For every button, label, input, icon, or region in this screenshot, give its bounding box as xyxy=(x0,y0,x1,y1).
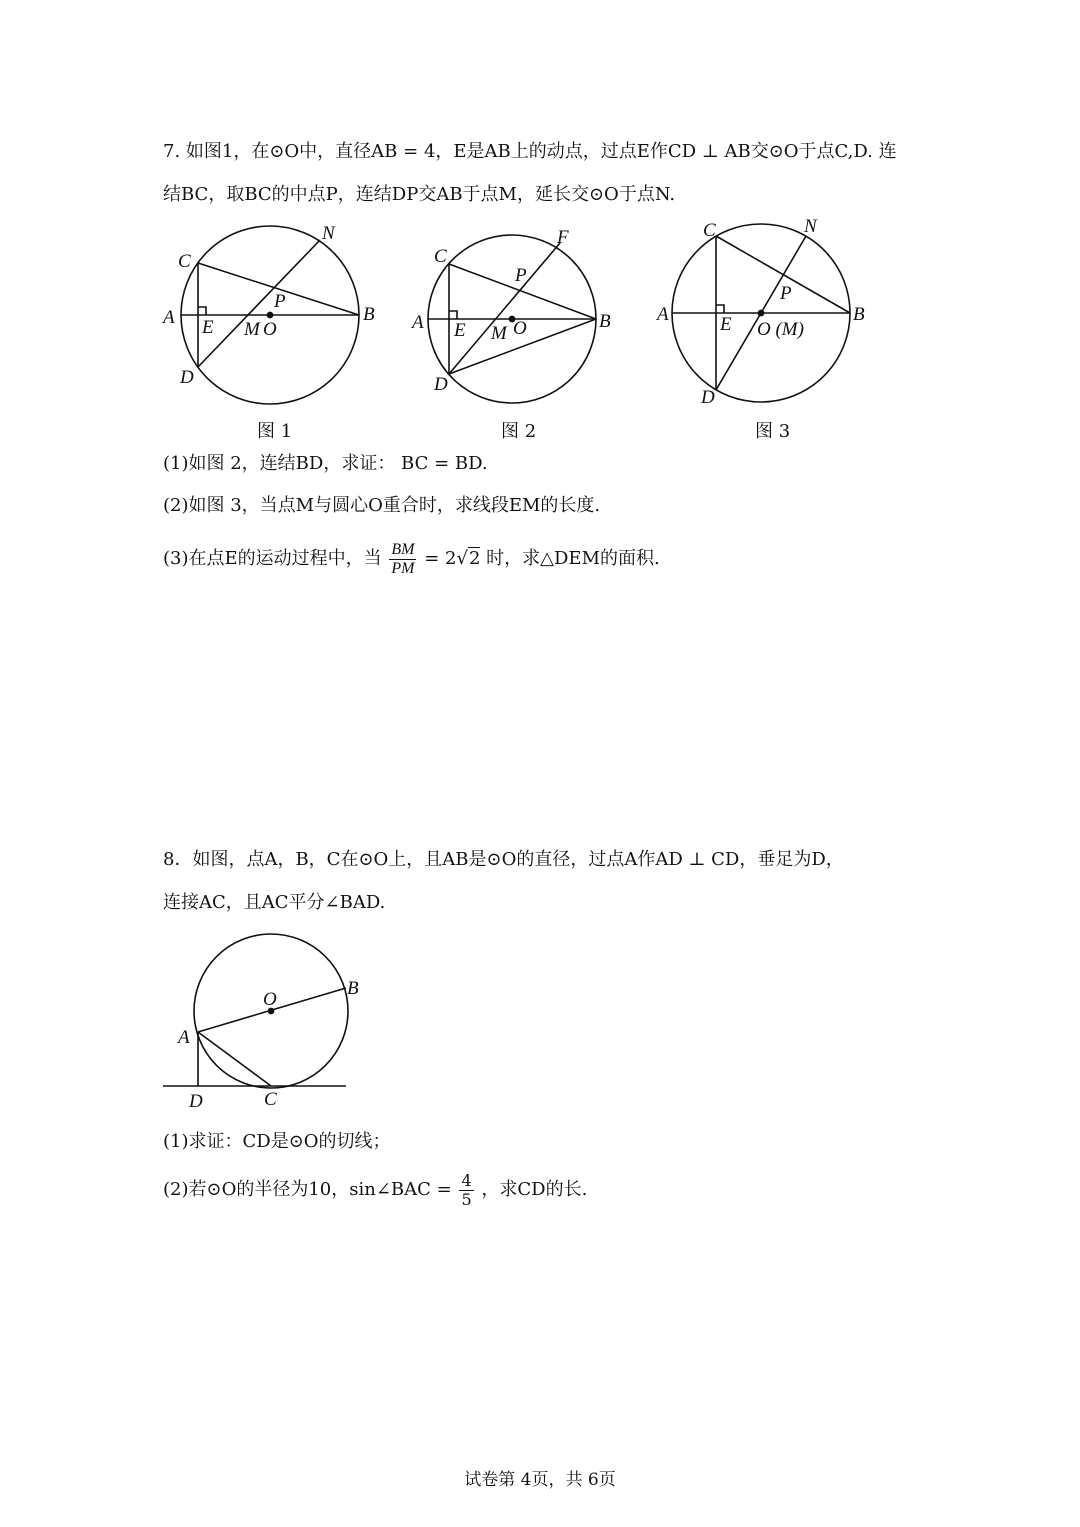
q7-sub3-denominator: PM xyxy=(391,559,415,577)
q8-sub2-numerator: 4 xyxy=(461,1170,472,1190)
page-footer: 试卷第 4页，共 6页 xyxy=(464,1470,616,1490)
q8-sub2-denominator: 5 xyxy=(461,1189,472,1209)
fig3-label-N: N xyxy=(804,216,817,237)
q7-figure-2 xyxy=(410,227,611,403)
fig3-label-P: P xyxy=(780,283,792,304)
q8-sub2-fraction xyxy=(459,1172,473,1209)
fig1-label-O: O xyxy=(263,319,277,340)
fig2-label-D: D xyxy=(434,374,448,395)
q8-sub2-prefix: (2)若⊙O的半径为10，sin∠BAC = xyxy=(163,1179,452,1200)
fig2-label-F: F xyxy=(557,227,569,248)
fig2-label-P: P xyxy=(515,265,527,286)
q8-label-O: O xyxy=(263,989,277,1010)
fig1-label-D: D xyxy=(180,367,194,388)
fig2-label-O: O xyxy=(513,318,527,339)
fig1-label-C: C xyxy=(178,251,191,272)
fig3-label-B: B xyxy=(853,304,865,325)
fig1-label-A: A xyxy=(163,307,175,328)
fig1-label-P: P xyxy=(274,291,286,312)
fig3-caption: 图 3 xyxy=(755,421,791,442)
fig3-label-OM: O (M) xyxy=(757,319,804,340)
q7-sub3-radicand: 2 xyxy=(468,548,481,569)
q7-sub3-prefix: (3)在点E的运动过程中，当 xyxy=(163,548,382,569)
q7-sub3-equals: = 2 xyxy=(424,548,457,569)
q8-statement-line2: 连接AC，且AC平分∠BAD. xyxy=(163,892,386,913)
q7-figure-3 xyxy=(655,216,865,408)
q7-statement-line1: 7. 如图1，在⊙O中，直径AB = 4，E是AB上的动点，过点E作CD ⊥ AB交⊙O于点C,D. 连 xyxy=(163,141,897,162)
q7-statement-line2: 结BC，取BC的中点P，连结DP交AB于点M，延长交⊙O于点N. xyxy=(163,184,676,205)
fig2-label-M: M xyxy=(491,323,507,344)
fig2-label-C: C xyxy=(434,246,447,267)
q8-figure xyxy=(150,930,410,1120)
fig2-label-A: A xyxy=(412,312,424,333)
q8-label-D: D xyxy=(189,1091,203,1112)
fig1-label-B: B xyxy=(363,304,375,325)
q7-figures xyxy=(0,215,1080,445)
q7-sub3-numerator: BM xyxy=(391,540,415,558)
q7-sub2: (2)如图 3，当点M与圆心O重合时，求线段EM的长度. xyxy=(163,495,601,516)
fig2-caption: 图 2 xyxy=(501,421,537,442)
fig3-label-D: D xyxy=(701,387,715,408)
q8-sub2-suffix: ，求CD的长. xyxy=(481,1179,588,1200)
q7-sub3-fraction xyxy=(389,541,416,578)
q8-sub2 xyxy=(163,1168,587,1212)
fig2-label-B: B xyxy=(599,311,611,332)
q7-figure-1 xyxy=(161,223,375,404)
q8-label-B: B xyxy=(347,978,359,999)
q8-statement-line1: 8．如图，点A，B，C在⊙O上，且AB是⊙O的直径，过点A作AD ⊥ CD，垂足为D， xyxy=(163,849,844,870)
fig3-label-C: C xyxy=(703,220,716,241)
q8-sub1: (1)求证：CD是⊙O的切线； xyxy=(163,1131,391,1152)
fig1-label-N: N xyxy=(322,223,335,244)
q7-sub3-suffix: 时，求△DEM的面积. xyxy=(486,548,660,569)
fig3-label-E: E xyxy=(720,314,732,335)
q8-label-C: C xyxy=(264,1089,277,1110)
fig1-caption: 图 1 xyxy=(257,421,293,442)
q7-sub1: (1)如图 2，连结BD，求证： BC = BD. xyxy=(163,453,488,474)
fig2-label-E: E xyxy=(454,320,466,341)
q7-sub3: (3)在点E的运动过程中，当 $\frac{BM}{PM}$ = 2√2 时，求△DEM的面积. xyxy=(163,540,660,577)
fig3-label-A: A xyxy=(657,304,669,325)
q8-label-A: A xyxy=(178,1027,190,1048)
fig1-label-M: M xyxy=(244,319,260,340)
fig1-label-E: E xyxy=(202,317,214,338)
